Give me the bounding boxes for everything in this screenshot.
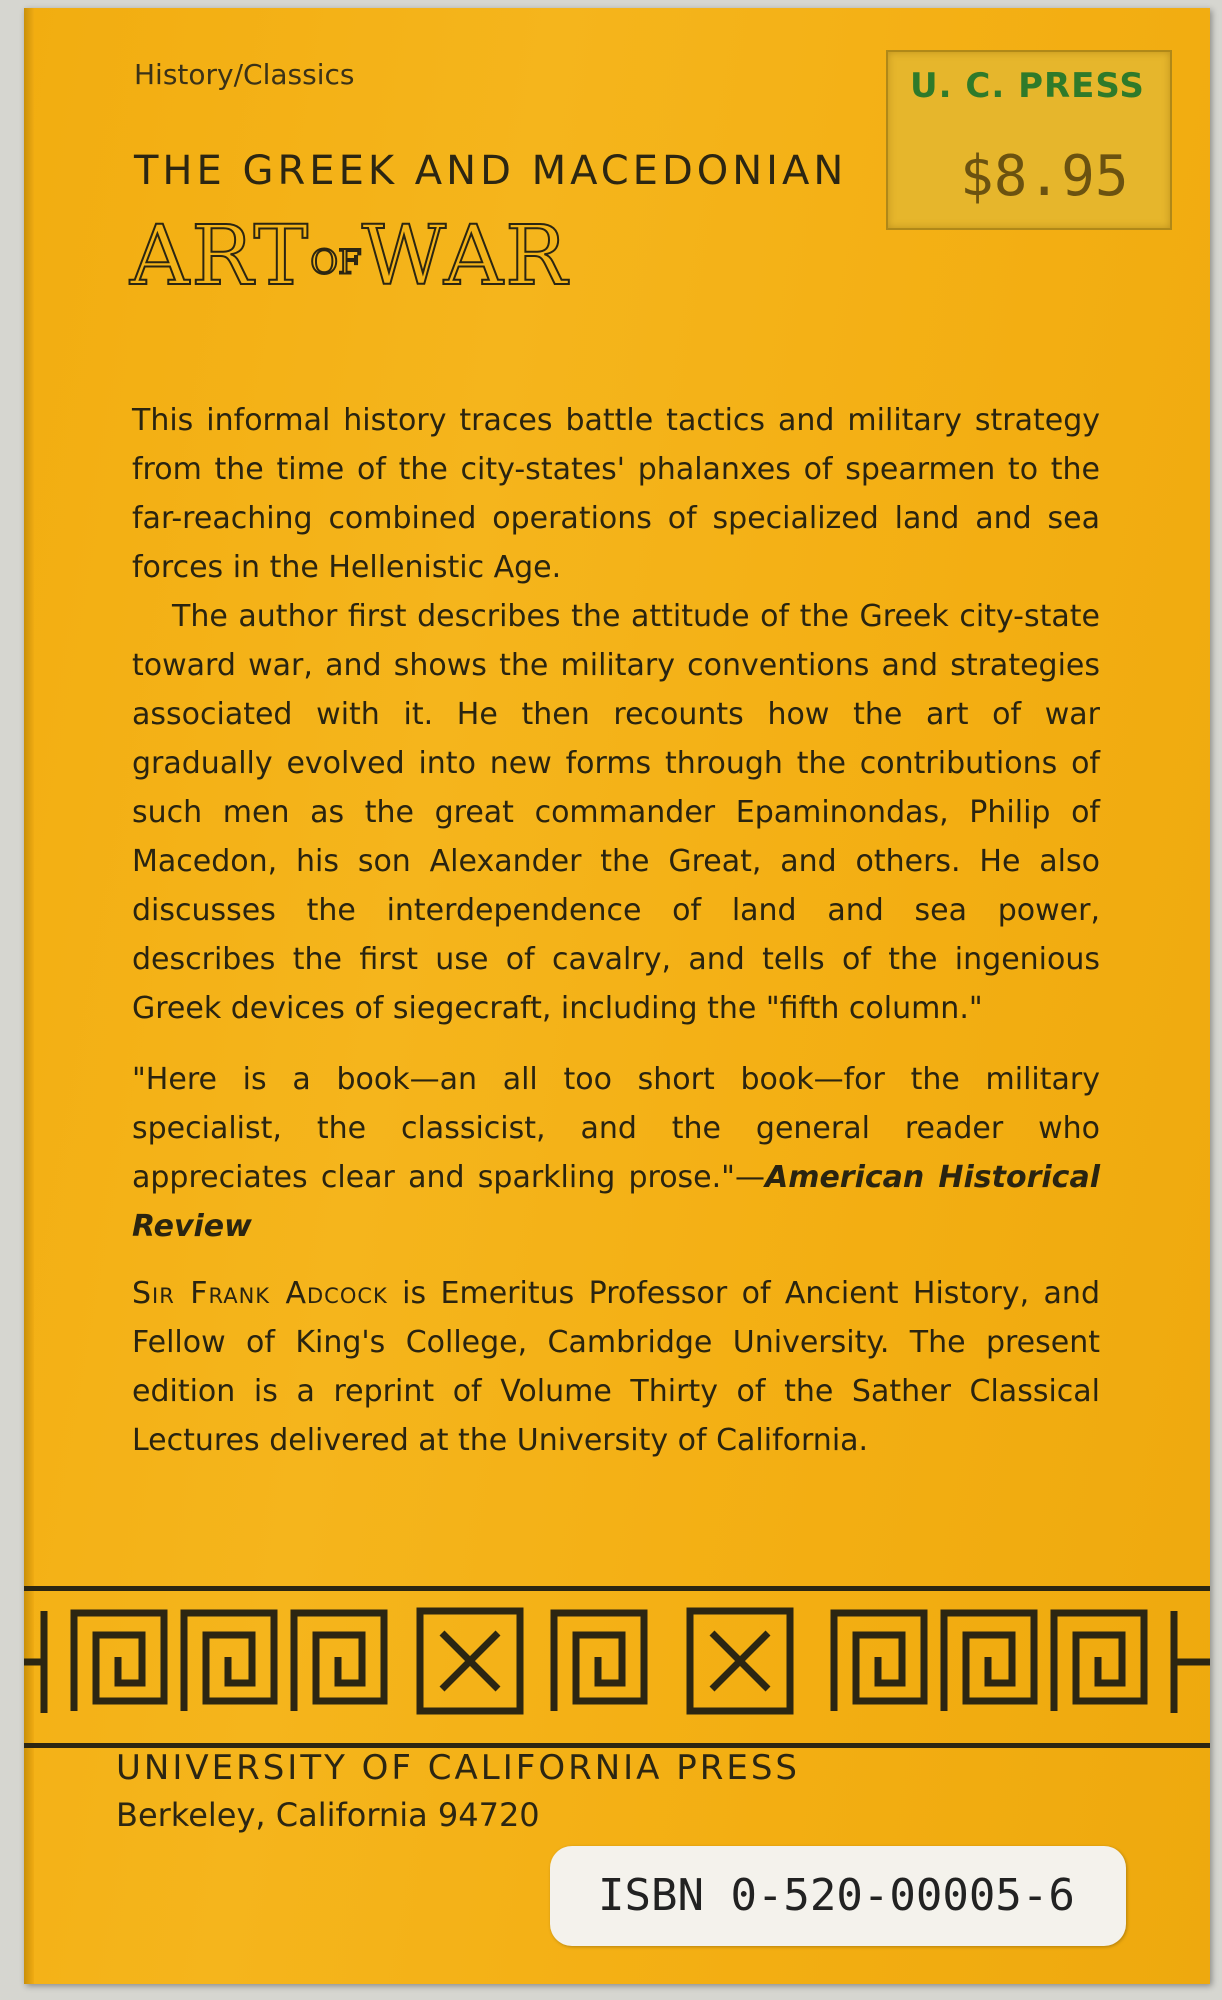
review-quote (132, 1055, 1100, 1251)
category-label: History/Classics (134, 58, 355, 91)
review-quote-text: "Here is a book—an all too short book—for the military specialist, the classicist, and the general reader who appreciates clear and sparkling prose."— (132, 1062, 1100, 1195)
description-paragraph-1: This informal history traces battle tactics and military strategy from the time of the city-states' phalanxes of spearmen to the far-reaching combined operations of specialized land and sea forces in the Hellenistic Age. (132, 403, 1100, 585)
isbn-sticker (550, 1846, 1126, 1946)
price-sticker-label: U. C. PRESS (910, 66, 1145, 106)
greek-key-pattern-icon (24, 1591, 1210, 1733)
price-sticker (886, 50, 1172, 230)
title-word-art: ART (130, 209, 311, 304)
title-word-war: WAR (361, 209, 569, 304)
greek-key-border (24, 1586, 1210, 1748)
title-line-top: THE GREEK AND MACEDONIAN (134, 148, 848, 194)
author-bio (132, 1269, 1100, 1465)
title-main (130, 209, 569, 304)
publisher-address: Berkeley, California 94720 (116, 1796, 540, 1834)
description-paragraph-2: The author first describes the attitude of the Greek city-state toward war, and shows the military conventions and strategies associated with it. He then recounts how the art of war gradually evolved into new forms through the contributions of such men as the great commander Epaminondas, Philip of Macedon, his son Alexander the Great, and others. He also discusses the interdependence of land and sea power, describes the first use of cavalry, and tells of the ingenious Greek devices of siegecraft, including the "fifth column." (132, 599, 1100, 1026)
review-source: American Historical Review (132, 1160, 1100, 1244)
description-block (132, 396, 1100, 1465)
publisher-name: UNIVERSITY OF CALIFORNIA PRESS (116, 1748, 801, 1788)
title-word-of: OF (310, 242, 362, 283)
book-back-cover (24, 8, 1210, 1984)
author-bio-text: is Emeritus Professor of Ancient History, and Fellow of King's College, Cambridge University. The present edition is a reprint of Volume Thirty of the Sather Classical Lectures delivered at the University of California. (132, 1276, 1100, 1458)
author-name: Sir Frank Adcock (132, 1276, 388, 1311)
price-value: $8.95 (960, 144, 1129, 209)
isbn-number: ISBN 0-520-00005-6 (598, 1870, 1075, 1921)
